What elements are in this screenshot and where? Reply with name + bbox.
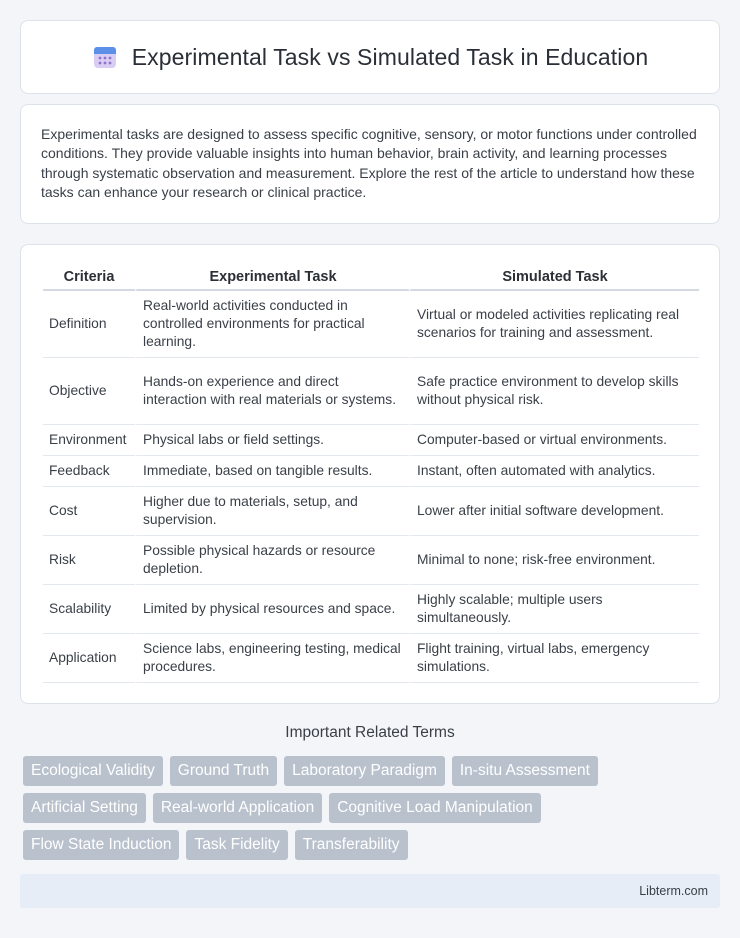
header-card bbox=[20, 20, 720, 94]
cell-experimental: Hands-on experience and direct interaction with real materials or systems. bbox=[135, 358, 409, 425]
cell-simulated: Computer-based or virtual environments. bbox=[409, 425, 699, 456]
table-row bbox=[43, 634, 699, 683]
cell-experimental: Higher due to materials, setup, and supervision. bbox=[135, 487, 409, 536]
tag-cognitive-load-manipulation[interactable]: Cognitive Load Manipulation bbox=[329, 793, 541, 823]
cell-experimental: Real-world activities conducted in controlled environments for practical learning. bbox=[135, 291, 409, 358]
cell-criteria: Application bbox=[43, 634, 135, 683]
tag-transferability[interactable]: Transferability bbox=[295, 830, 408, 860]
table-row bbox=[43, 456, 699, 487]
table-row bbox=[43, 291, 699, 358]
related-terms-heading: Important Related Terms bbox=[285, 724, 455, 741]
tag-task-fidelity[interactable]: Task Fidelity bbox=[186, 830, 287, 860]
cell-simulated: Virtual or modeled activities replicating real scenarios for training and assessment. bbox=[409, 291, 699, 358]
cell-simulated: Instant, often automated with analytics. bbox=[409, 456, 699, 487]
table-header-row bbox=[43, 265, 699, 291]
tag-laboratory-paradigm[interactable]: Laboratory Paradigm bbox=[284, 756, 445, 786]
tag-ground-truth[interactable]: Ground Truth bbox=[170, 756, 277, 786]
cell-criteria: Objective bbox=[43, 358, 135, 425]
title-wrap bbox=[92, 44, 649, 71]
table-row bbox=[43, 585, 699, 634]
table-row bbox=[43, 358, 699, 425]
cell-criteria: Cost bbox=[43, 487, 135, 536]
cell-experimental: Physical labs or field settings. bbox=[135, 425, 409, 456]
cell-simulated: Highly scalable; multiple users simultaneously. bbox=[409, 585, 699, 634]
header-simulated: Simulated Task bbox=[409, 265, 699, 291]
tag-artificial-setting[interactable]: Artificial Setting bbox=[23, 793, 146, 823]
tag-flow-state-induction[interactable]: Flow State Induction bbox=[23, 830, 179, 860]
header-criteria: Criteria bbox=[43, 265, 135, 291]
cell-criteria: Definition bbox=[43, 291, 135, 358]
cell-experimental: Science labs, engineering testing, medical procedures. bbox=[135, 634, 409, 683]
cell-simulated: Safe practice environment to develop skills without physical risk. bbox=[409, 358, 699, 425]
cell-simulated: Flight training, virtual labs, emergency simulations. bbox=[409, 634, 699, 683]
comparison-table bbox=[43, 265, 699, 683]
table-row bbox=[43, 536, 699, 585]
tag-row bbox=[23, 830, 723, 860]
cell-criteria: Scalability bbox=[43, 585, 135, 634]
cell-experimental: Immediate, based on tangible results. bbox=[135, 456, 409, 487]
intro-paragraph: Experimental tasks are designed to assess specific cognitive, sensory, or motor functions under controlled conditions. They provide valuable insights into human behavior, brain activity, and learning processes through systematic observation and measurement. Explore the rest of the article to understand how these tasks can enhance your research or clinical practice. bbox=[41, 126, 697, 201]
table-row bbox=[43, 425, 699, 456]
cell-simulated: Minimal to none; risk-free environment. bbox=[409, 536, 699, 585]
intro-card bbox=[20, 104, 720, 224]
tag-real-world-application[interactable]: Real-world Application bbox=[153, 793, 322, 823]
tag-row bbox=[23, 793, 723, 823]
footer-bar bbox=[20, 874, 720, 908]
related-terms-list bbox=[23, 756, 723, 867]
calendar-icon bbox=[92, 44, 118, 70]
cell-criteria: Risk bbox=[43, 536, 135, 585]
tag-ecological-validity[interactable]: Ecological Validity bbox=[23, 756, 163, 786]
table-row bbox=[43, 487, 699, 536]
cell-criteria: Environment bbox=[43, 425, 135, 456]
footer-site-link[interactable]: Libterm.com bbox=[639, 884, 708, 898]
comparison-table-card bbox=[20, 244, 720, 704]
cell-criteria: Feedback bbox=[43, 456, 135, 487]
header-experimental: Experimental Task bbox=[135, 265, 409, 291]
cell-experimental: Limited by physical resources and space. bbox=[135, 585, 409, 634]
cell-simulated: Lower after initial software development. bbox=[409, 487, 699, 536]
cell-experimental: Possible physical hazards or resource depletion. bbox=[135, 536, 409, 585]
page-title: Experimental Task vs Simulated Task in Education bbox=[131, 43, 649, 70]
tag-row bbox=[23, 756, 723, 786]
tag-in-situ-assessment[interactable]: In-situ Assessment bbox=[452, 756, 598, 786]
